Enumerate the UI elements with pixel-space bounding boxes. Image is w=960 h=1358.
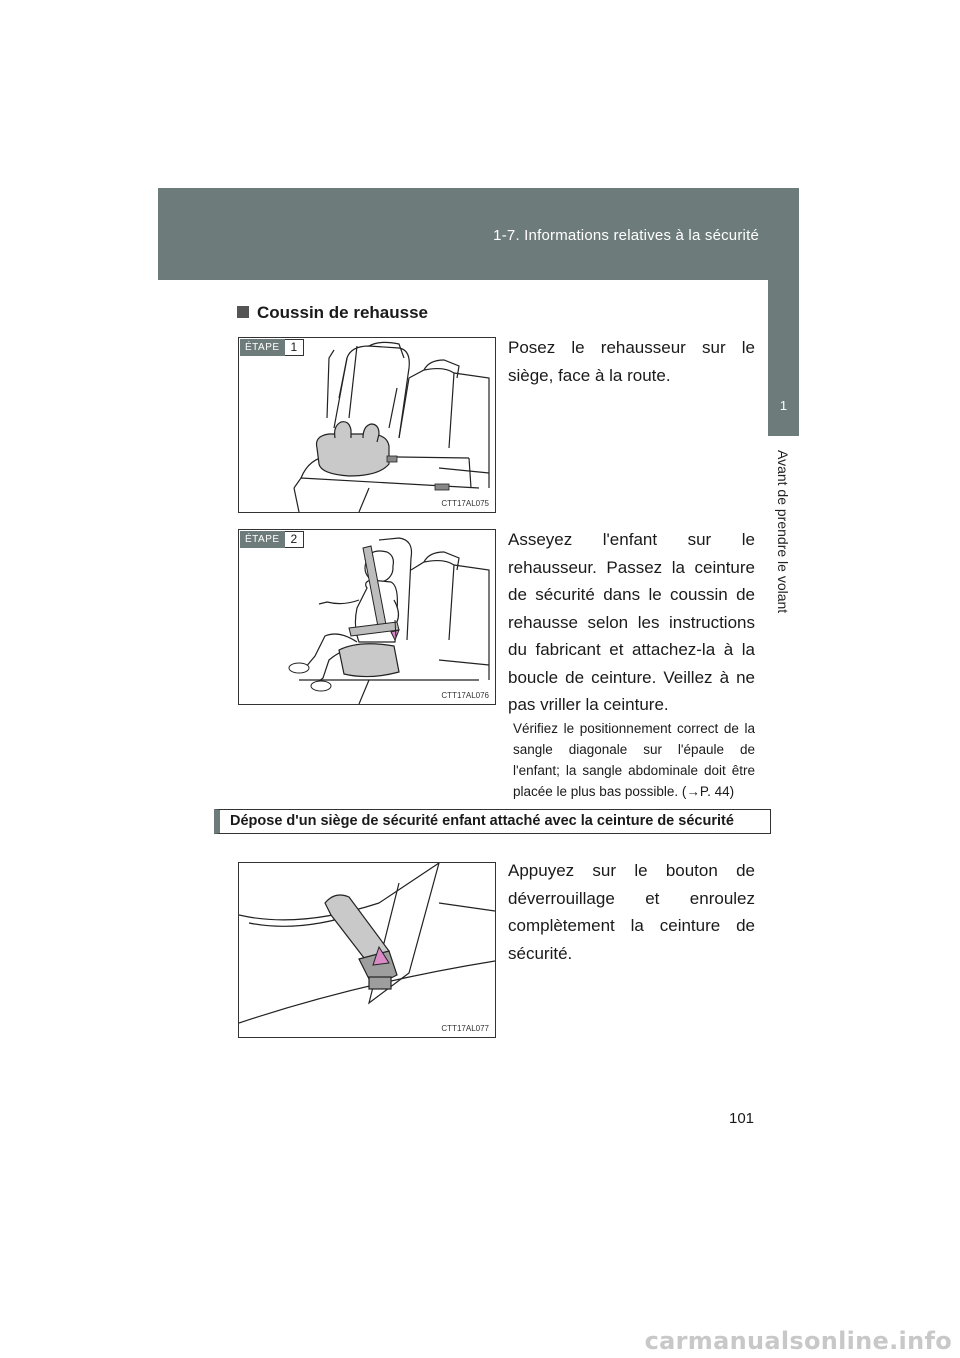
figure-code: CTT17AL077 xyxy=(441,1024,489,1033)
step-badge-2 xyxy=(240,531,304,548)
page-number: 101 xyxy=(729,1110,755,1127)
figure-code: CTT17AL075 xyxy=(441,499,489,508)
booster-seat-illustration xyxy=(239,338,495,512)
removal-text: Appuyez sur le bouton de déverrouillage et enroulez complètement la ceinture de sécurité. xyxy=(508,861,755,963)
step-badge-number: 2 xyxy=(285,531,305,548)
step-badge-number: 1 xyxy=(285,339,305,356)
chapter-tab[interactable] xyxy=(768,280,799,436)
header-band xyxy=(158,188,799,280)
step-2-text: Asseyez l'enfant sur le rehausseur. Passez la ceinture de sécurité dans le coussin de rehausse selon les instructions du fabricant et attachez-la à la boucle de ceinture. Veillez à ne pas vriller la ceinture. xyxy=(508,530,755,714)
watermark-text: carmanualsonline.info xyxy=(644,1327,952,1355)
figure-step-1 xyxy=(238,337,496,513)
section-heading-text: Coussin de rehausse xyxy=(257,303,429,322)
chapter-tab-number: 1 xyxy=(779,398,788,413)
figure-code: CTT17AL076 xyxy=(441,691,489,700)
child-booster-illustration xyxy=(239,530,495,704)
section-heading xyxy=(237,303,428,323)
step-1-text: Posez le rehausseur sur le siège, face à la route. xyxy=(508,338,755,385)
figure-step-2 xyxy=(238,529,496,705)
step-badge-label: ÉTAPE xyxy=(240,531,285,548)
footer-watermark xyxy=(0,1325,960,1358)
section-title: 1-7. Informations relatives à la sécurité xyxy=(493,227,759,244)
step-badge-1 xyxy=(240,339,304,356)
belt-retract-illustration xyxy=(239,863,495,1037)
figure-removal xyxy=(238,862,496,1038)
chapter-label xyxy=(772,450,794,625)
step-badge-label: ÉTAPE xyxy=(240,339,285,356)
step-2-note: Vérifiez le positionnement correct de la sangle diagonale sur l'épaule de l'enfant; la sangle abdominale doit être placée le plus bas possible. (→P. 44) xyxy=(513,721,755,799)
chapter-label-text: Avant de prendre le volant xyxy=(775,450,791,614)
square-bullet-icon xyxy=(237,306,249,318)
removal-heading: Dépose d'un siège de sécurité enfant attaché avec la ceinture de sécurité xyxy=(214,809,771,834)
